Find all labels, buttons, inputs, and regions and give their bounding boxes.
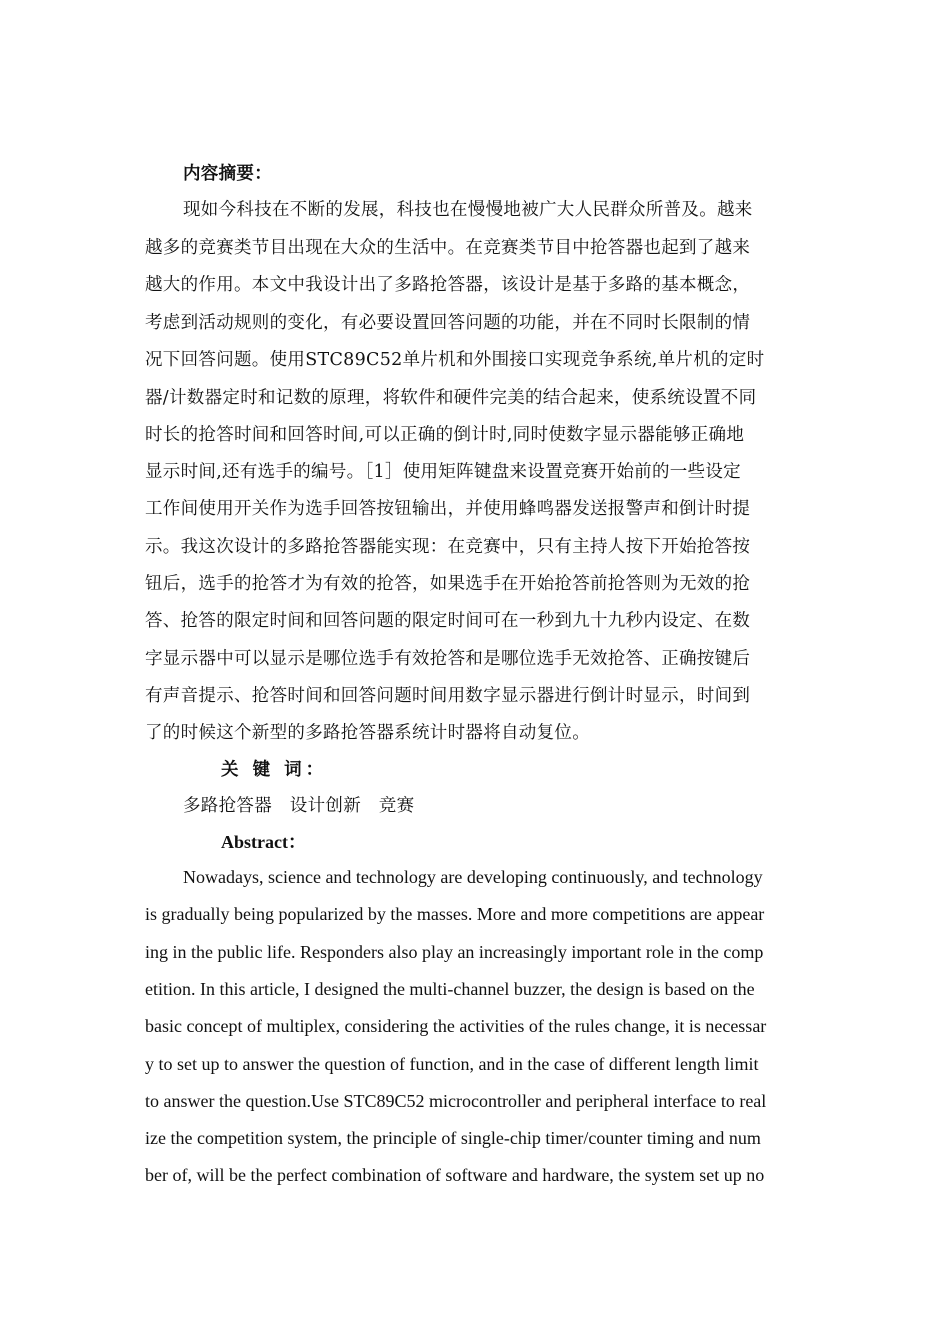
abstract-heading: Abstract： bbox=[221, 832, 306, 852]
summary-line: 钮后，选手的抢答才为有效的抢答，如果选手在开始抢答前抢答则为无效的抢 bbox=[145, 574, 751, 594]
summary-line: 况下回答问题。使用STC89C52单片机和外围接口实现竞争系统,单片机的定时 bbox=[145, 350, 765, 370]
summary-line: 工作间使用开关作为选手回答按钮输出，并使用蜂鸣器发送报警声和倒计时提 bbox=[145, 499, 751, 519]
abstract-line: is gradually being popularized by the masses. More and more competitions are appear bbox=[145, 904, 765, 924]
summary-line: 答、抢答的限定时间和回答问题的限定时间可在一秒到九十九秒内设定、在数 bbox=[145, 611, 751, 631]
keywords-heading: 关 键 词： bbox=[221, 760, 328, 780]
keywords-text: 多路抢答器 设计创新 竞赛 bbox=[183, 796, 415, 816]
summary-line: 越大的作用。本文中我设计出了多路抢答器，该设计是基于多路的基本概念， bbox=[145, 275, 751, 295]
abstract-line: basic concept of multiplex, considering the activities of the rules change, it is necessar bbox=[145, 1016, 767, 1036]
summary-line: 有声音提示、抢答时间和回答问题时间用数字显示器进行倒计时显示，时间到 bbox=[145, 686, 751, 706]
abstract-line: ber of, will be the perfect combination of software and hardware, the system set up no bbox=[145, 1165, 765, 1185]
summary-line: 现如今科技在不断的发展，科技也在慢慢地被广大人民群众所普及。越来 bbox=[183, 200, 753, 220]
summary-line: 了的时候这个新型的多路抢答器系统计时器将自动复位。 bbox=[145, 723, 590, 743]
abstract-line: to answer the question.Use STC89C52 microcontroller and peripheral interface to real bbox=[145, 1091, 767, 1111]
summary-line: 示。我这次设计的多路抢答器能实现：在竞赛中，只有主持人按下开始抢答按 bbox=[145, 537, 751, 557]
abstract-line: ize the competition system, the principle of single-chip timer/counter timing and num bbox=[145, 1128, 761, 1148]
summary-line: 字显示器中可以显示是哪位选手有效抢答和是哪位选手无效抢答、正确按键后 bbox=[145, 649, 751, 669]
abstract-line: etition. In this article, I designed the multi-channel buzzer, the design is based on the bbox=[145, 979, 755, 999]
summary-line: 显示时间,还有选手的编号。［1］使用矩阵键盘来设置竞赛开始前的一些设定 bbox=[145, 462, 741, 482]
summary-line: 时长的抢答时间和回答时间,可以正确的倒计时,同时使数字显示器能够正确地 bbox=[145, 425, 745, 445]
abstract-line: y to set up to answer the question of function, and in the case of different length limit bbox=[145, 1054, 759, 1074]
summary-heading: 内容摘要： bbox=[183, 164, 272, 184]
summary-line: 考虑到活动规则的变化，有必要设置回答问题的功能，并在不同时长限制的情 bbox=[145, 313, 751, 333]
summary-line: 越多的竞赛类节目出现在大众的生活中。在竞赛类节目中抢答器也起到了越来 bbox=[145, 238, 751, 258]
abstract-line: ing in the public life. Responders also play an increasingly important role in the comp bbox=[145, 942, 764, 962]
abstract-line: Nowadays, science and technology are developing continuously, and technology bbox=[183, 867, 763, 887]
summary-line: 器/计数器定时和记数的原理，将软件和硬件完美的结合起来，使系统设置不同 bbox=[145, 388, 757, 408]
